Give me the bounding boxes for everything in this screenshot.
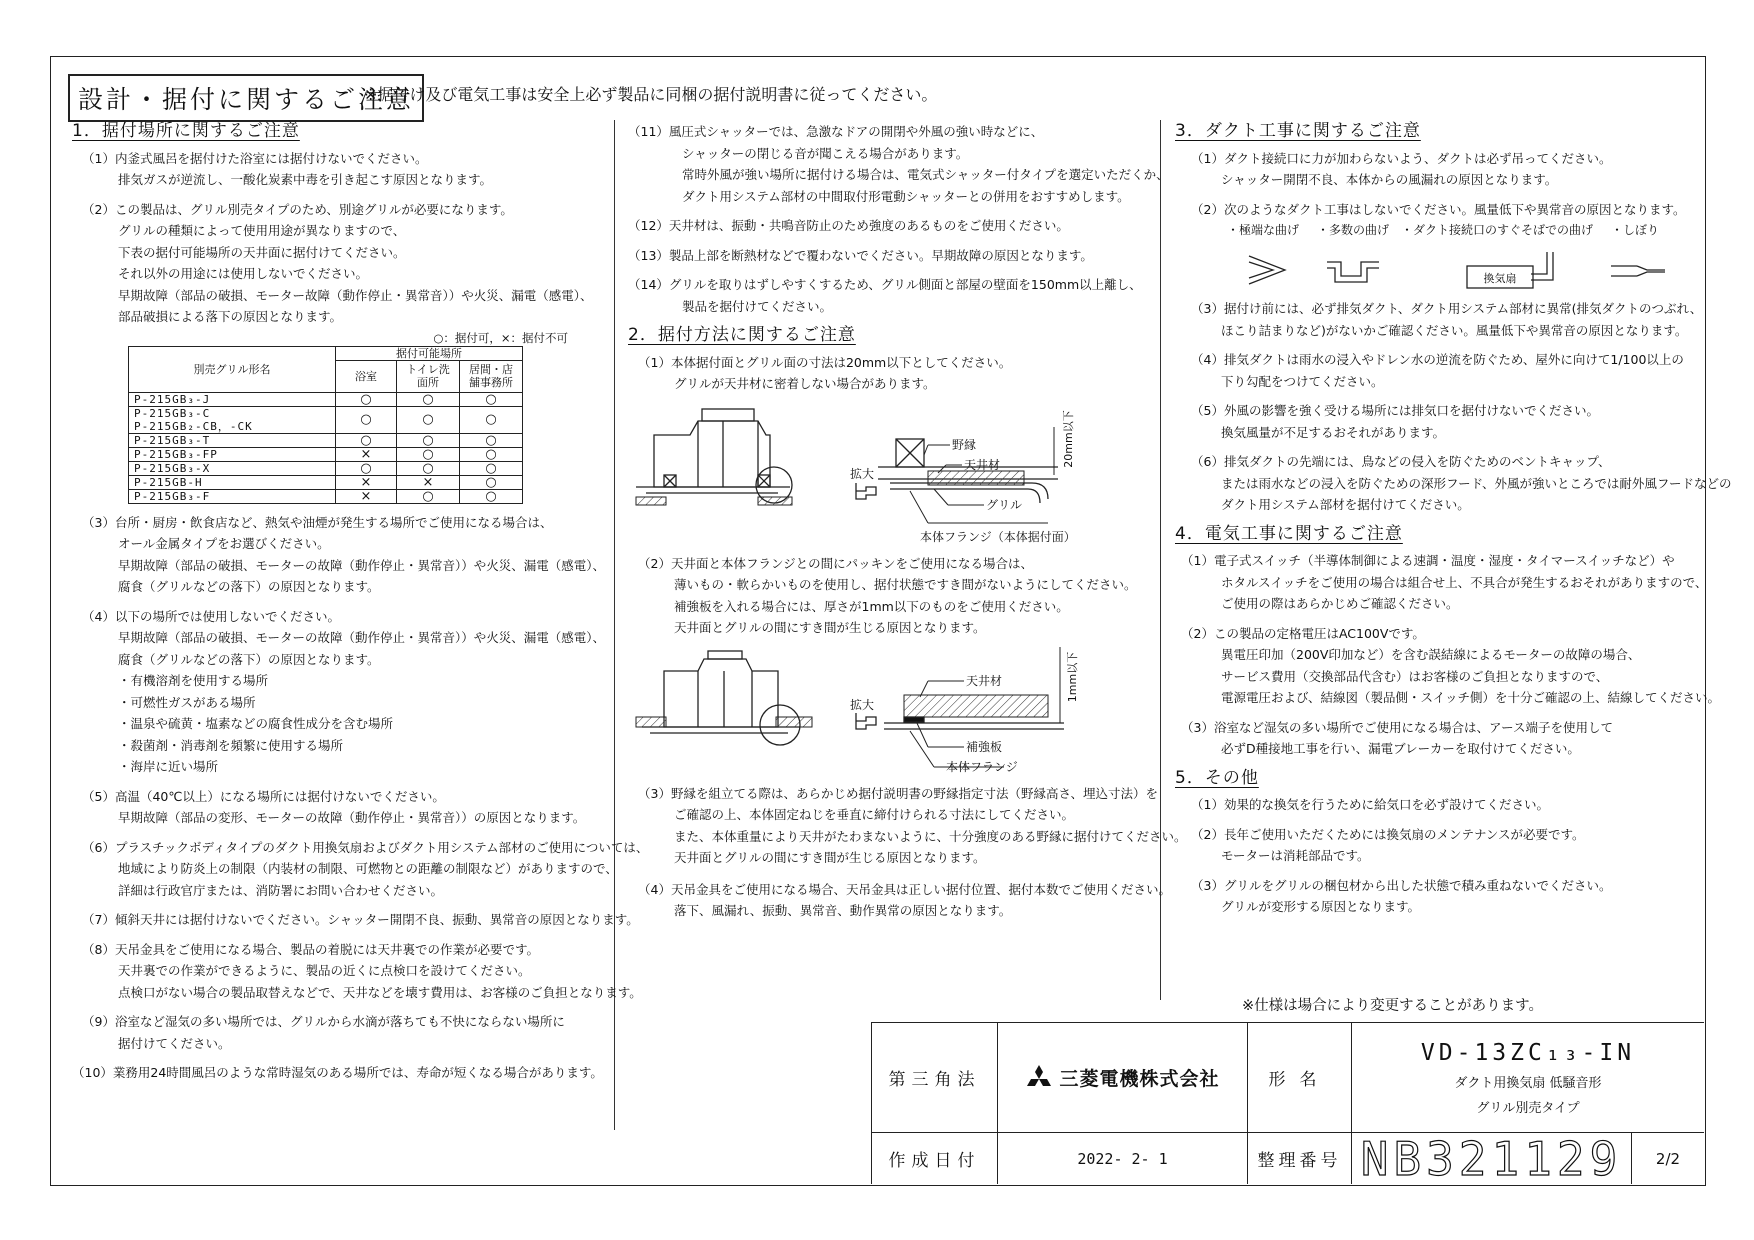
item-text: シャッターの閉じる音が聞こえる場合があります。 [682, 145, 969, 161]
item-text: ダクト用システム部材の中間取付形電動シャッターとの併用をおすすめします。 [682, 188, 1130, 204]
fan-label: 換気扇 [1483, 272, 1517, 285]
item-text: 排気ガスが逆流し、一酸化炭素中毒を引き起こす原因となります。 [118, 172, 493, 187]
item-text: または雨水などの浸入を防ぐための深形フード、外風が強いところでは耐外風フードなどの [1221, 475, 1732, 491]
creation-date: 2022- 2- 1 [1077, 1149, 1168, 1168]
grille-model-cell: P-215GB₃-F [129, 489, 336, 503]
grille-model-cell: P-215GB₃-J [129, 392, 336, 406]
suitability-cell: ○ [460, 489, 523, 503]
grille-model-cell: P-215GB₃-FP [129, 447, 336, 461]
docno-label-cell [1247, 1132, 1351, 1184]
item-text: （1）本体据付面とグリル面の寸法は20mm以下としてください。 [638, 354, 1012, 370]
flange-label: 本体フランジ [946, 759, 1018, 774]
section-title: 2．据付方法に関するご注意 [628, 325, 856, 345]
duct-label: ・多数の曲げ [1317, 223, 1390, 237]
item-text: （3）グリルをグリルの梱包材から出した状態で積み重ねないでください。 [1191, 877, 1612, 893]
column-installation-location [72, 121, 649, 1092]
item-text: ・有機溶剤を使用する場所 [118, 673, 269, 688]
item-text: （14）グリルを取りはずしやすくするため、グリル側面と部屋の壁面を150mm以上離し、 [628, 277, 1142, 292]
note-item [1175, 400, 1695, 443]
item-text: 常時外風が強い場所に据付ける場合は、電気式シャッター付タイプを選定いただくか、 [682, 167, 1169, 182]
item-text: 腐食（グリルなどの落下）の原因となります。 [118, 651, 380, 667]
item-text: 点検口がない場合の製品取替えなどで、天井などを壊す費用は、お客様のご負担となります。 [118, 984, 642, 1000]
item-text: 天井面とグリルの間にすき間が生じる原因となります。 [674, 620, 986, 635]
note-item [1175, 298, 1703, 341]
note-item [72, 786, 612, 829]
column-installation-method [628, 121, 1187, 930]
item-text: ダクト用システム部材を据付けてください。 [1221, 497, 1470, 512]
item-text: 下表の据付可能場所の天井面に据付けてください。 [118, 244, 406, 260]
item-text: 異電圧印加（200V印加など）を含む誤結線によるモーターの故障の場合、 [1221, 647, 1641, 662]
note-item [628, 879, 1171, 922]
projection-label: 第三角法 [888, 1070, 981, 1090]
item-text: 落下、風漏れ、振動、異常音、動作異常の原因となります。 [674, 903, 1012, 918]
date-label-cell [871, 1132, 997, 1184]
item-text: それ以外の用途には使用しないでください。 [118, 266, 369, 281]
note-item [628, 274, 1148, 317]
item-text: （6）排気ダクトの先端には、鳥などの侵入を防ぐためのベントキャップ、 [1191, 454, 1611, 469]
dimension-label: 20mm以下 [1062, 409, 1075, 468]
model-description: ダクト用換気扇 低騒音形 [1454, 1075, 1602, 1091]
suitability-cell: ○ [460, 447, 523, 461]
spec-note: ※仕様は場合により変更することがあります。 [1242, 998, 1543, 1014]
note-item [628, 215, 1148, 237]
projection-cell [871, 1022, 997, 1132]
item-text: （10）業務用24時間風呂のような常時湿気のある場所では、寿命が短くなる場合があります。 [72, 1065, 603, 1080]
note-item [72, 606, 612, 778]
suitability-cell: ○ [397, 489, 460, 503]
note-item [1175, 623, 1721, 709]
item-text: 下り勾配をつけてください。 [1221, 373, 1384, 389]
table-legend: ○：据付可，×：据付不可 [433, 330, 568, 345]
suitability-cell: × [336, 489, 397, 503]
document-number: NB321129 [1360, 1131, 1623, 1186]
item-text: （1）内釜式風呂を据付けた浴室には据付けないでください。 [82, 150, 428, 166]
note-item [1175, 824, 1695, 867]
item-text: シャッター開閉不良、本体からの風漏れの原因となります。 [1221, 172, 1558, 187]
item-text: 電源電圧および、結線図（製品側・スイッチ側）を十分ご確認の上、結線してください。 [1221, 690, 1721, 705]
item-text: （2）この製品の定格電圧はAC100Vです。 [1181, 625, 1425, 641]
item-text: （3）据付け前には、必ず排気ダクト、ダクト用システム部材に異常(排気ダクトのつぶれ、 [1191, 301, 1703, 316]
item-text: （3）野縁を組立てる際は、あらかじめ据付説明書の野縁指定寸法（野縁高さ、埋込寸法）を [638, 785, 1158, 801]
suitability-cell: ○ [397, 447, 460, 461]
suitability-cell: × [397, 475, 460, 489]
note-item [72, 1011, 612, 1054]
suitability-cell: ○ [336, 392, 397, 406]
suitability-cell: ○ [397, 406, 460, 433]
ceiling-gap-diagram [628, 395, 1148, 547]
item-text: 製品を据付けてください。 [682, 298, 833, 314]
grille-label: グリル [986, 497, 1023, 512]
note-item [628, 553, 1148, 639]
item-text: （2）長年ご使用いただくためには換気扇のメンテナンスが必要です。 [1191, 826, 1585, 842]
item-text: オール金属タイプをお選びください。 [118, 536, 330, 551]
item-text: ・温泉や硫黄・塩素などの腐食性成分を含む場所 [118, 716, 394, 731]
note-item [628, 783, 1187, 869]
table-row [129, 447, 523, 461]
item-text: ほこり詰まりなど)がないかご確認ください。風量低下や異常音の原因となります。 [1221, 322, 1688, 338]
duct-label-row [1175, 220, 1695, 240]
section-title: 3．ダクト工事に関するご注意 [1175, 121, 1421, 141]
docno-label: 整理番号 [1257, 1151, 1342, 1171]
item-text: 補強板を入れる場合には、厚さが1mm以下のものをご使用ください。 [674, 598, 1069, 614]
table-row [129, 461, 523, 475]
item-text: （2）天井面と本体フランジとの間にパッキンをご使用になる場合は、 [638, 555, 1034, 571]
note-item [628, 245, 1148, 267]
note-item [628, 121, 1169, 207]
item-text: （1）効果的な換気を行うために給気口を必ず設けてください。 [1191, 797, 1549, 812]
note-item [628, 352, 1148, 395]
table-row [129, 392, 523, 406]
item-text: （4）排気ダクトは雨水の浸入やドレン水の逆流を防ぐため、屋外に向けて1/100以上の [1191, 352, 1684, 367]
item-text: 早期故障（部品の変形、モーターの故障（動作停止・異常音））の原因となります。 [118, 810, 586, 825]
flange-label: 本体フランジ（本体据付面） [920, 529, 1076, 544]
table-header: 浴室 [336, 360, 397, 392]
note-item [1175, 451, 1732, 516]
item-text: 必ずD種接地工事を行い、漏電ブレーカーを取付けてください。 [1221, 741, 1580, 756]
note-item [72, 909, 639, 931]
item-text: サービス費用（交換部品代含む）はお客様のご負担となりますので、 [1221, 668, 1609, 684]
item-text: 早期故障（部品の破損、モーターの故障（動作停止・異常音））や火災、漏電（感電）、 [118, 557, 606, 573]
plate-label: 補強板 [966, 739, 1003, 754]
item-text: 薄いもの・軟らかいものを使用し、据付状態ですき間がないようにしてください。 [674, 577, 1137, 592]
note-item [1175, 717, 1695, 760]
item-text: （11）風圧式シャッターでは、急激なドアの開閉や外風の強い時などに、 [628, 124, 1044, 139]
page-title: 設計・据付に関するご注意 [68, 74, 424, 122]
item-text: ・海岸に近い場所 [118, 759, 219, 774]
table-row [129, 433, 523, 447]
model-label-cell [1247, 1022, 1351, 1132]
note-item [1175, 794, 1695, 816]
item-text: グリルが変形する原因となります。 [1221, 899, 1421, 914]
note-item [72, 199, 612, 328]
ceiling-label: 天井材 [964, 457, 1001, 472]
table-row [129, 406, 523, 433]
grille-model-cell: P-215GB₃-X [129, 461, 336, 475]
date-label: 作成日付 [888, 1151, 981, 1171]
duct-label: ・ダクト接続口のすぐそばでの曲げ [1401, 223, 1594, 237]
table-header: 据付可能場所 [336, 346, 523, 360]
suitability-cell: ○ [460, 475, 523, 489]
model-label: 形名 [1268, 1070, 1331, 1090]
suitability-cell: ○ [460, 461, 523, 475]
note-item [1175, 875, 1695, 918]
column-divider [614, 120, 615, 1130]
note-item [1175, 148, 1695, 191]
item-text: 詳細は行政官庁または、消防署にお問い合わせください。 [118, 882, 444, 898]
item-text: 腐食（グリルなどの落下）の原因となります。 [118, 579, 380, 594]
enlarge-label: 拡大 [850, 697, 875, 712]
dimension-label: 1mm以下 [1066, 651, 1079, 702]
item-text: （5）高温（40℃以上）になる場所には据付けないでください。 [82, 788, 445, 804]
column-divider [1160, 120, 1161, 1000]
suitability-cell: × [336, 447, 397, 461]
item-text: （6）プラスチックボディタイプのダクト用換気扇およびダクト用システム部材のご使用については、 [82, 839, 649, 855]
header-note: ※据付け及び電気工事は安全上必ず製品に同梱の据付説明書に従ってください。 [364, 85, 938, 104]
item-text: グリルの種類によって使用用途が異なりますので、 [118, 223, 406, 238]
note-item [72, 148, 612, 191]
item-text: 天井裏での作業ができるように、製品の近くに点検口を設けてください。 [118, 963, 531, 978]
note-item [1175, 349, 1695, 392]
item-text: 換気風量が不足するおそれがあります。 [1221, 424, 1446, 440]
ceiling-label: 天井材 [966, 673, 1003, 688]
suitability-cell: ○ [336, 461, 397, 475]
item-text: ・可燃性ガスがある場所 [118, 694, 256, 710]
model-cell [1351, 1022, 1704, 1132]
bad-duct-diagram [1175, 240, 1695, 298]
item-text: （13）製品上部を断熱材などで覆わないでください。早期故障の原因となります。 [628, 247, 1093, 263]
note-item [72, 1062, 612, 1084]
column-duct-electrical [1175, 121, 1732, 926]
item-text: 地域により防炎上の制限（内装材の制限、可燃物との距離の制限など）がありますので、 [118, 861, 618, 876]
item-text: グリルが天井材に密着しない場合があります。 [674, 376, 936, 391]
enlarge-label: 拡大 [850, 466, 875, 481]
duct-label: ・しぼり [1611, 223, 1660, 237]
table-header: 居間・店舗事務所 [460, 360, 523, 392]
item-text: 早期故障（部品の破損、モーターの故障（動作停止・異常音））や火災、漏電（感電）、 [118, 630, 606, 645]
mitsubishi-logo-icon [1025, 1065, 1053, 1091]
section-title: 5．その他 [1175, 767, 1259, 788]
item-text: （4）以下の場所では使用しないでください。 [82, 608, 340, 624]
item-text: （3）台所・厨房・飲食店など、熱気や油煙が発生する場所でご使用になる場合は、 [82, 514, 553, 530]
company-name: 三菱電機株式会社 [1059, 1068, 1220, 1090]
section-title: 1．据付場所に関するご注意 [72, 121, 300, 141]
item-text: モーターは消耗部品です。 [1221, 848, 1370, 863]
grille-model-cell: P-215GB₃-C P-215GB₂-CB，-CK [129, 406, 336, 433]
table-row [129, 489, 523, 503]
note-item [1175, 550, 1708, 615]
item-text: （4）天吊金具をご使用になる場合、天吊金具は正しい据付位置、据付本数でご使用ください。 [638, 881, 1171, 897]
suitability-cell: ○ [397, 461, 460, 475]
note-item [72, 512, 612, 598]
page-cell [1631, 1132, 1704, 1184]
model-type: グリル別売タイプ [1476, 1100, 1580, 1116]
item-text: 天井面とグリルの間にすき間が生じる原因となります。 [674, 850, 986, 865]
date-cell [997, 1132, 1247, 1184]
item-text: （1）ダクト接続口に力が加わらないよう、ダクトは必ず吊ってください。 [1191, 150, 1612, 166]
duct-label: ・極端な曲げ [1227, 223, 1300, 237]
joist-label: 野縁 [952, 437, 977, 452]
table-header: トイレ洗面所 [397, 360, 460, 392]
item-text: ホタルスイッチをご使用の場合は組合せ上、不具合が発生するおそれがありますので、 [1221, 574, 1708, 590]
item-text: （1）電子式スイッチ（半導体制御による速調・温度・湿度・タイマースイッチなど）や [1181, 553, 1675, 568]
table-row [129, 475, 523, 489]
note-item [72, 837, 649, 902]
suitability-cell: ○ [336, 433, 397, 447]
company-cell [997, 1022, 1247, 1132]
title-block [871, 1022, 1704, 1184]
grille-compatibility-table [128, 346, 523, 504]
item-text: （8）天吊金具をご使用になる場合、製品の着脱には天井裏での作業が必要です。 [82, 941, 539, 957]
model-number: VD-13ZC₁₃-IN [1420, 1039, 1636, 1066]
grille-model-cell: P-215GB-H [129, 475, 336, 489]
note-item [72, 939, 642, 1004]
item-text: （3）浴室など湿気の多い場所でご使用になる場合は、アース端子を使用して [1181, 719, 1613, 735]
grille-model-cell: P-215GB₃-T [129, 433, 336, 447]
item-text: ご使用の際はあらかじめご確認ください。 [1221, 596, 1459, 611]
suitability-cell: ○ [460, 433, 523, 447]
item-text: 早期故障（部品の破損、モーター故障（動作停止・異常音））や火災、漏電（感電）、 [118, 287, 593, 303]
item-text: また、本体重量により天井がたわまないように、十分強度のある野縁に据付けてください。 [674, 828, 1187, 844]
reinforcement-plate-diagram [628, 647, 1148, 777]
suitability-cell: × [336, 475, 397, 489]
docno-cell [1351, 1132, 1631, 1184]
suitability-cell: ○ [460, 406, 523, 433]
item-text: （7）傾斜天井には据付けないでください。シャッター開閉不良、振動、異常音の原因となります。 [82, 912, 639, 927]
item-text: （2）次のようなダクト工事はしないでください。風量低下や異常音の原因となります。 [1191, 201, 1686, 217]
item-text: （12）天井材は、振動・共鳴音防止のため強度のあるものをご使用ください。 [628, 218, 1069, 233]
suitability-cell: ○ [397, 433, 460, 447]
item-text: （9）浴室など湿気の多い場所では、グリルから水滴が落ちても不快にならない場所に [82, 1014, 565, 1029]
suitability-cell: ○ [397, 392, 460, 406]
item-text: （5）外風の影響を強く受ける場所には排気口を据付けないでください。 [1191, 403, 1599, 418]
suitability-cell: ○ [460, 392, 523, 406]
table-header: 別売グリル形名 [129, 346, 336, 392]
item-text: （2）この製品は、グリル別売タイプのため、別途グリルが必要になります。 [82, 201, 513, 217]
page-number: 2/2 [1655, 1149, 1681, 1168]
suitability-cell: ○ [336, 406, 397, 433]
note-item [1175, 199, 1695, 221]
item-text: 据付けてください。 [118, 1035, 231, 1051]
item-text: ・殺菌剤・消毒剤を頻繁に使用する場所 [118, 737, 344, 753]
item-text: ご確認の上、本体固定ねじを垂直に締付けられる寸法にしてください。 [674, 807, 1075, 822]
section-title: 4．電気工事に関するご注意 [1175, 523, 1403, 544]
item-text: 部品破損による落下の原因となります。 [118, 309, 343, 324]
